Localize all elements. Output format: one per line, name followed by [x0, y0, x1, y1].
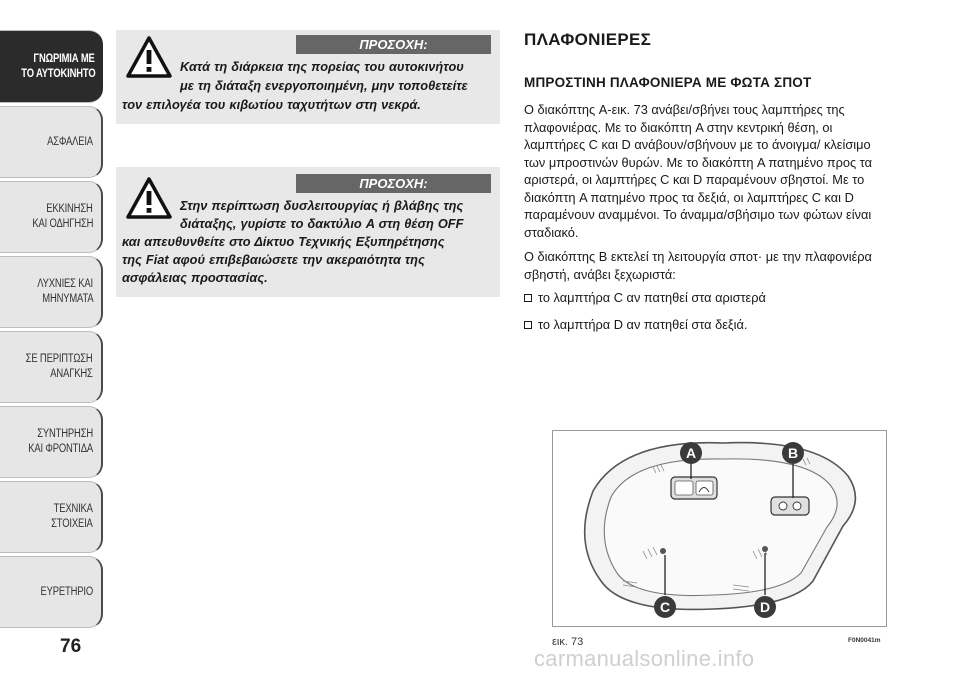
section-subtitle: ΜΠΡΟΣΤΙΝΗ ΠΛΑΦΟΝΙΕΡΑ ΜΕ ΦΩΤΑ ΣΠΟΤ: [524, 75, 812, 90]
body-text-line: πλαφονιέρας. Με το διακόπτη A στην κεντρική θέση, οι: [524, 119, 833, 135]
warning-text-line: της Fiat αφού επιβεβαιώσετε την ακεραιότητα της: [122, 252, 425, 267]
sidebar-tab-getting-to-know[interactable]: [0, 30, 103, 103]
body-text-line: σβηστή, ανάβει ξεχωριστά:: [524, 266, 676, 282]
warning-title: ΠΡΟΣΟΧΗ:: [296, 174, 491, 193]
sidebar-tab-starting-driving[interactable]: [0, 181, 103, 253]
tab-label-line2: ΣΤΟΙΧΕΙΑ: [51, 518, 93, 530]
body-text-line: σταδιακό.: [524, 224, 579, 240]
bullet-text: το λαμπτήρα C αν πατηθεί στα αριστερά: [538, 290, 766, 305]
warning-text-line: Στην περίπτωση δυσλειτουργίας ή βλάβης της: [180, 198, 464, 213]
warning-text-line: ασφάλειας προστασίας.: [122, 270, 268, 285]
tab-label-line1: ΣΕ ΠΕΡΙΠΤΩΣΗ: [26, 353, 93, 365]
warning-box: [116, 30, 500, 124]
figure-code: F0N0041m: [848, 637, 881, 644]
sidebar-tab-maintenance[interactable]: [0, 406, 103, 478]
tab-label-line2: ΑΝΑΓΚΗΣ: [50, 368, 93, 380]
svg-text:D: D: [759, 599, 771, 615]
svg-text:C: C: [659, 599, 671, 615]
body-text-line: των μπροστινών θυρών. Με το διακόπτη A πατημένο προς τα: [524, 154, 872, 170]
sidebar-tab-emergency[interactable]: [0, 331, 103, 403]
tab-label-line1: ΛΥΧΝΙΕΣ ΚΑΙ: [37, 278, 93, 290]
checkbox-bullet-icon: [524, 321, 532, 329]
figure-caption: εικ. 73: [552, 636, 584, 648]
sidebar-tab-safety[interactable]: [0, 106, 103, 178]
checkbox-bullet-icon: [524, 294, 532, 302]
sidebar-tab-warning-lights[interactable]: [0, 256, 103, 328]
svg-text:B: B: [787, 445, 799, 461]
warning-triangle-icon: [126, 36, 172, 78]
ceiling-light-illustration: [553, 431, 887, 627]
tab-label-line2: ΜΗΝΥΜΑΤΑ: [41, 293, 93, 305]
tab-label-line1: ΓΝΩΡΙΜΙΑ ΜΕ: [33, 52, 95, 65]
watermark: carmanualsonline.info: [534, 646, 755, 671]
tab-label-line2: ΚΑΙ ΟΔΗΓΗΣΗ: [32, 218, 93, 230]
warning-text-line: τον επιλογέα του κιβωτίου ταχυτήτων στη νεκρά.: [122, 97, 421, 112]
figure-label-a: [680, 442, 702, 464]
figure-label-c: [654, 596, 676, 618]
body-text-line: αριστερά, οι λαμπτήρες C και D παραμένουν σβηστοί. Με το: [524, 172, 865, 187]
body-text-line: Ο διακόπτης B εκτελεί τη λειτουργία σποτ· με την πλαφονιέρα: [524, 249, 872, 264]
warning-triangle-icon: [126, 177, 172, 219]
sidebar-tab-index[interactable]: [0, 556, 103, 628]
warning-text-line: διάταξης, γυρίστε το δακτύλιο A στη θέση OFF: [180, 216, 464, 231]
tab-label-line1: ΤΕΧΝΙΚΑ: [53, 503, 93, 515]
body-text-line: λαμπτήρες C και D ανάβουν/σβήνουν με το άνοιγμα/ κλείσιμο: [524, 137, 871, 152]
warning-text-line: με τη διάταξη ενεργοποιημένη, μην τοποθετείτε: [180, 78, 468, 93]
tab-label-line1: ΕΚΚΙΝΗΣΗ: [46, 203, 93, 215]
tab-label-line1: ΣΥΝΤΗΡΗΣΗ: [37, 428, 93, 440]
warning-box: [116, 167, 500, 297]
body-text-line: διακόπτη A πατημένο προς τα δεξιά, οι λαμπτήρες C και D: [524, 189, 854, 205]
tab-label-line1: ΑΣΦΑΛΕΙΑ: [47, 135, 93, 148]
page-number: 76: [60, 636, 82, 657]
section-title: ΠΛΑΦΟΝΙΕΡΕΣ: [524, 30, 652, 49]
sidebar-tab-technical-data[interactable]: [0, 481, 103, 553]
bullet-item: [524, 290, 766, 305]
body-text-line: παραμένουν αναμμένοι. Το άναμμα/σβήσιμο των φώτων είναι: [524, 207, 872, 222]
tab-label-line2: ΚΑΙ ΦΡΟΝΤΙΔΑ: [28, 443, 93, 455]
figure-ceiling-light: [552, 430, 887, 627]
svg-text:A: A: [685, 445, 697, 461]
warning-title: ΠΡΟΣΟΧΗ:: [296, 35, 491, 54]
figure-label-d: [754, 596, 776, 618]
bullet-item: [524, 317, 747, 332]
figure-label-b: [782, 442, 804, 464]
warning-text-line: Κατά τη διάρκεια της πορείας του αυτοκινήτου: [180, 59, 464, 74]
body-text-line: Ο διακόπτης A-εικ. 73 ανάβει/σβήνει τους λαμπτήρες της: [524, 102, 845, 117]
tab-label-line2: ΤΟ ΑΥΤΟΚΙΝΗΤΟ: [20, 67, 95, 80]
warning-text-line: και απευθυνθείτε στο Δίκτυο Τεχνικής Εξυπηρέτησης: [122, 234, 445, 249]
bullet-text: το λαμπτήρα D αν πατηθεί στα δεξιά.: [538, 317, 748, 332]
tab-label-line1: ΕΥΡΕΤΗΡΙΟ: [40, 585, 93, 598]
